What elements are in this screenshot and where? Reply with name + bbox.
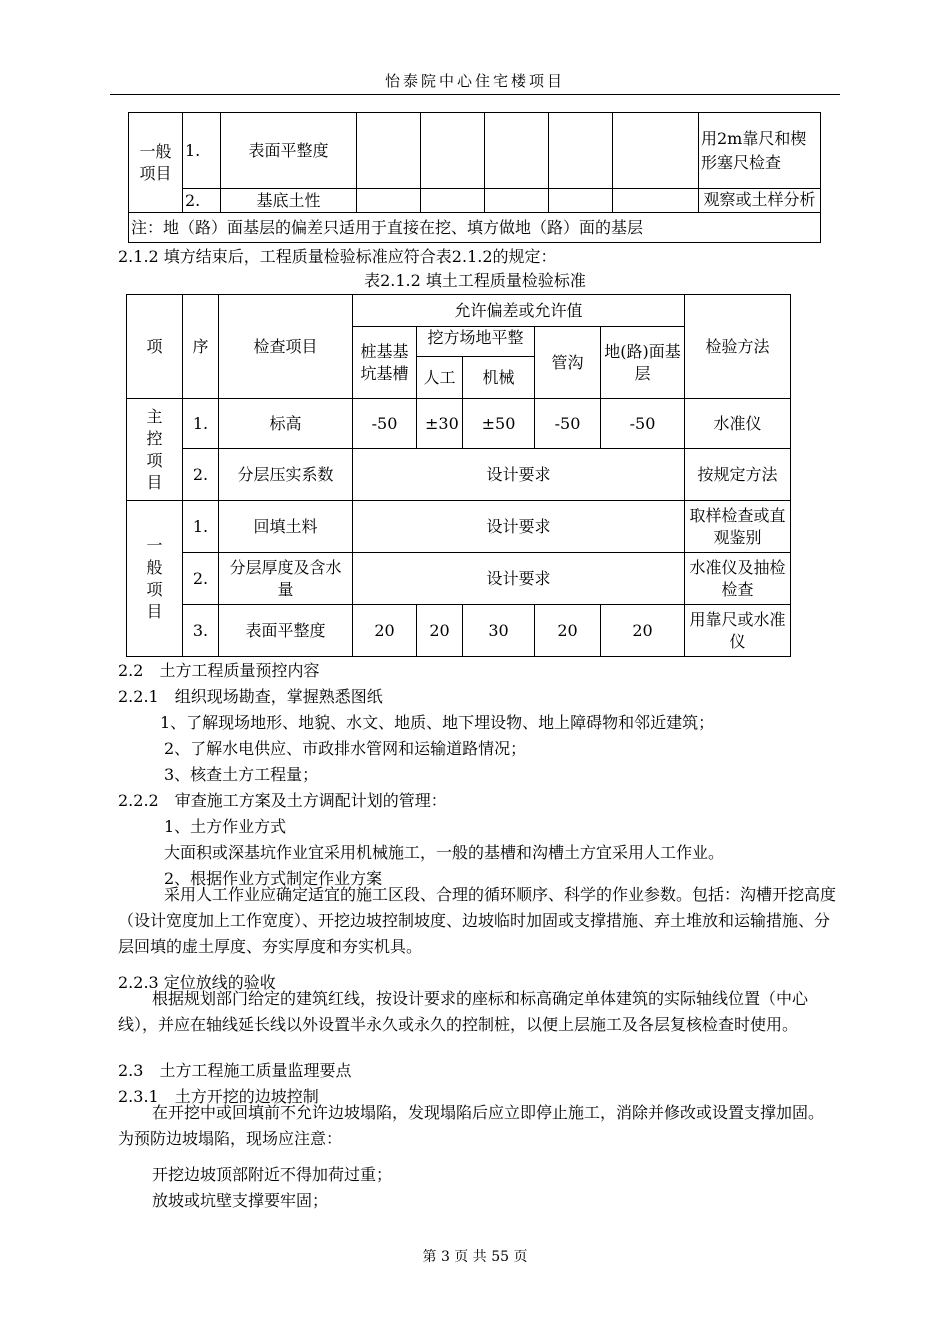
heading-2-3: 2.3 土方工程施工质量监理要点 — [118, 1061, 352, 1080]
page-header: 怡泰院中心住宅楼项目 — [384, 72, 565, 90]
list-item: 1、土方作业方式 — [164, 817, 287, 836]
table-caption: 表2.1.2 填土工程质量检验标准 — [364, 271, 586, 290]
paragraph: 大面积或深基坑作业宜采用机械施工，一般的基槽和沟槽土方宜采用人工作业。 — [164, 843, 725, 862]
value-ditch: -50 — [535, 399, 601, 449]
heading-2-2-3: 2.2.3 定位放线的验收 — [118, 973, 276, 992]
header-manual: 人工 — [417, 357, 463, 399]
value-pile: -50 — [353, 399, 417, 449]
seq-cell: 3. — [183, 605, 219, 657]
list-item: 开挖边坡顶部附近不得加荷过重； — [152, 1165, 393, 1184]
heading-2-2: 2.2 土方工程质量预控内容 — [118, 661, 320, 680]
paragraph: 在开挖中或回填前不允许边坡塌陷，发现塌陷后应立即停止施工，消除并修改或设置支撑加固。为预防边坡塌陷，现场应注意： — [118, 1103, 825, 1148]
item-cell: 回填土料 — [219, 501, 353, 553]
header-ditch: 管沟 — [535, 327, 601, 399]
header-item: 检查项目 — [219, 295, 353, 399]
heading-2-2-1: 2.2.1 组织现场勘查，掌握熟悉图纸 — [118, 687, 383, 706]
fill-quality-table — [126, 294, 791, 657]
list-item: 2、了解水电供应、市政排水管网和运输道路情况； — [164, 739, 527, 758]
list-item: 1、了解现场地形、地貌、水文、地质、地下埋设物、地上障碍物和邻近建筑； — [160, 713, 715, 732]
method-cell: 水准仪及抽检检查 — [685, 553, 791, 605]
method-cell: 用靠尺或水准仪 — [685, 605, 791, 657]
value-manual: ±30 — [417, 399, 463, 449]
table-note: 注：地（路）面基层的偏差只适用于直接在挖、填方做地（路）面的基层 — [129, 213, 821, 243]
seq-cell: 2. — [183, 449, 219, 501]
category-general: 一般项目 — [127, 501, 183, 657]
item-cell: 分层厚度及含水量 — [219, 553, 353, 605]
header-site: 挖方场地平整 — [417, 327, 535, 357]
category-general: 一般项目 — [129, 113, 183, 213]
value-road: -50 — [601, 399, 685, 449]
item-cell: 分层压实系数 — [219, 449, 353, 501]
table-continuation — [128, 112, 821, 243]
method-cell: 按规定方法 — [685, 449, 791, 501]
value-road: 20 — [601, 605, 685, 657]
heading-2-3-1: 2.3.1 土方开挖的边坡控制 — [118, 1087, 319, 1106]
header-rule — [110, 94, 840, 95]
page-footer: 第 3 页 共 55 页 — [422, 1249, 528, 1265]
item-cell: 标高 — [219, 399, 353, 449]
header-road: 地(路)面基层 — [601, 327, 685, 399]
paragraph: 根据规划部门给定的建筑红线，按设计要求的座标和标高确定单体建筑的实际轴线位置（中心线），并应在轴线延长线以外设置半永久或永久的控制桩，以便上层施工及各层复核检查时使用。 — [118, 989, 809, 1034]
item-cell: 表面平整度 — [219, 605, 353, 657]
category-main: 主控项目 — [127, 399, 183, 501]
list-item: 3、核查土方工程量； — [164, 765, 319, 784]
seq-cell: 2. — [183, 189, 221, 213]
value-merged: 设计要求 — [353, 449, 685, 501]
method-cell: 用2m靠尺和楔形塞尺检查 — [699, 113, 821, 189]
value-machine: 30 — [463, 605, 535, 657]
header-tolerance: 允许偏差或允许值 — [353, 295, 685, 327]
value-machine: ±50 — [463, 399, 535, 449]
header-xu: 序 — [183, 295, 219, 399]
list-item: 放坡或坑壁支撑要牢固； — [152, 1191, 329, 1210]
value-manual: 20 — [417, 605, 463, 657]
value-pile: 20 — [353, 605, 417, 657]
list-item: 2、根据作业方式制定作业方案 — [164, 869, 383, 888]
seq-cell: 2. — [183, 553, 219, 605]
header-pile: 桩基基坑基槽 — [353, 327, 417, 399]
item-cell: 基底土性 — [221, 189, 357, 213]
method-cell: 取样检查或直观鉴别 — [685, 501, 791, 553]
value-merged: 设计要求 — [353, 501, 685, 553]
value-ditch: 20 — [535, 605, 601, 657]
header-xiang: 项 — [127, 295, 183, 399]
header-machine: 机械 — [463, 357, 535, 399]
seq-cell: 1. — [183, 399, 219, 449]
value-merged: 设计要求 — [353, 553, 685, 605]
paragraph: 采用人工作业应确定适宜的施工区段、合理的循环顺序、科学的作业参数。包括：沟槽开挖高度（设计宽度加上工作宽度）、开挖边坡控制坡度、边坡临时加固或支撑措施、弃土堆放和运输措施、分层回填的虚土厚度、夯实厚度和夯实机具。 — [118, 885, 837, 956]
method-cell: 水准仪 — [685, 399, 791, 449]
seq-cell: 1. — [183, 113, 221, 189]
heading-2-2-2: 2.2.2 审查施工方案及土方调配计划的管理： — [118, 791, 447, 810]
method-cell: 观察或土样分析 — [699, 189, 821, 213]
item-cell: 表面平整度 — [221, 113, 357, 189]
seq-cell: 1. — [183, 501, 219, 553]
header-method: 检验方法 — [685, 295, 791, 399]
section-2-1-2: 2.1.2 填方结束后，工程质量检验标准应符合表2.1.2的规定： — [118, 247, 557, 266]
